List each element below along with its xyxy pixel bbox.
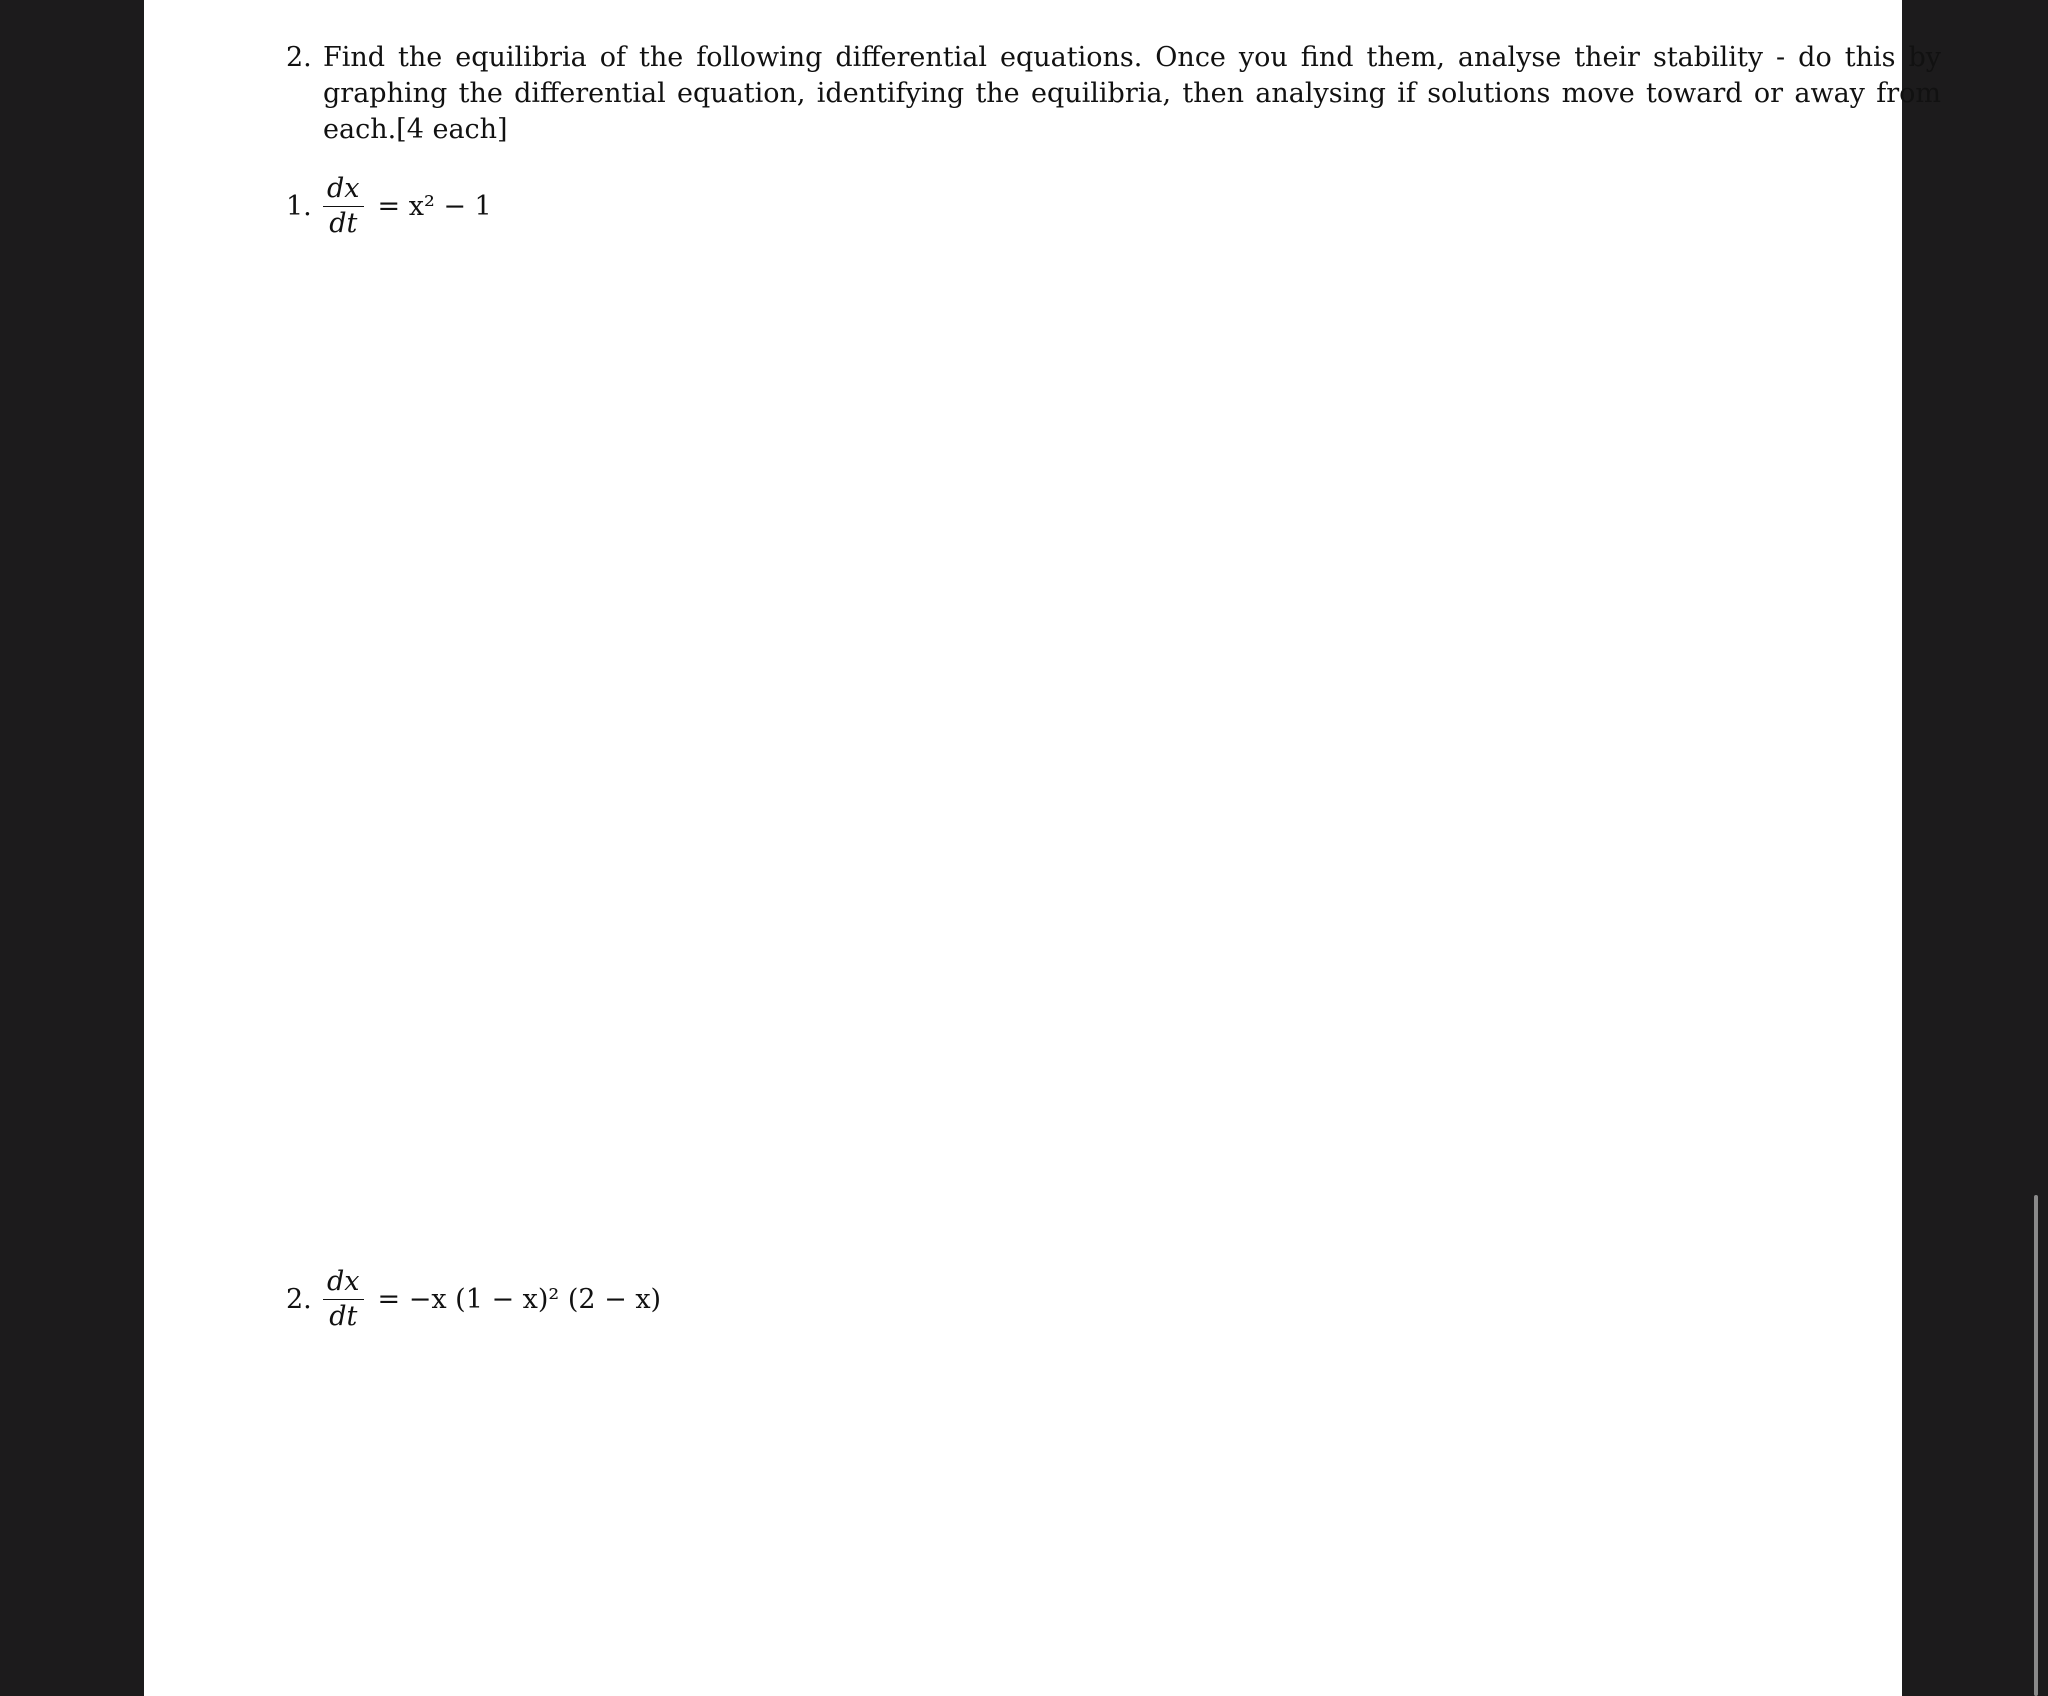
equation-label: 2. (286, 1284, 312, 1315)
problem-statement (286, 40, 1941, 148)
equation-item-2 (286, 1267, 661, 1332)
fraction-numerator: dx (323, 174, 364, 207)
equation-rhs: = −x (1 − x)² (2 − x) (377, 1284, 662, 1315)
derivative-fraction (323, 1267, 364, 1332)
equation-item-1 (286, 174, 492, 239)
fraction-numerator: dx (323, 1267, 364, 1300)
equation-label: 1. (286, 191, 312, 222)
problem-number: 2. (286, 42, 312, 73)
problem-text: Find the equilibria of the following differential equations. Once you find them, analyse their stability - do this by graphing the differential equation, identifying the equilibria, then analysing if solutions move toward or away from each.[4 each] (323, 42, 1941, 145)
fraction-denominator: dt (329, 208, 358, 239)
derivative-fraction (323, 174, 364, 239)
equation-rhs: = x² − 1 (377, 191, 492, 222)
scrollbar-thumb[interactable] (2034, 1195, 2038, 1696)
document-page (144, 0, 1941, 1696)
fraction-denominator: dt (329, 1301, 358, 1332)
